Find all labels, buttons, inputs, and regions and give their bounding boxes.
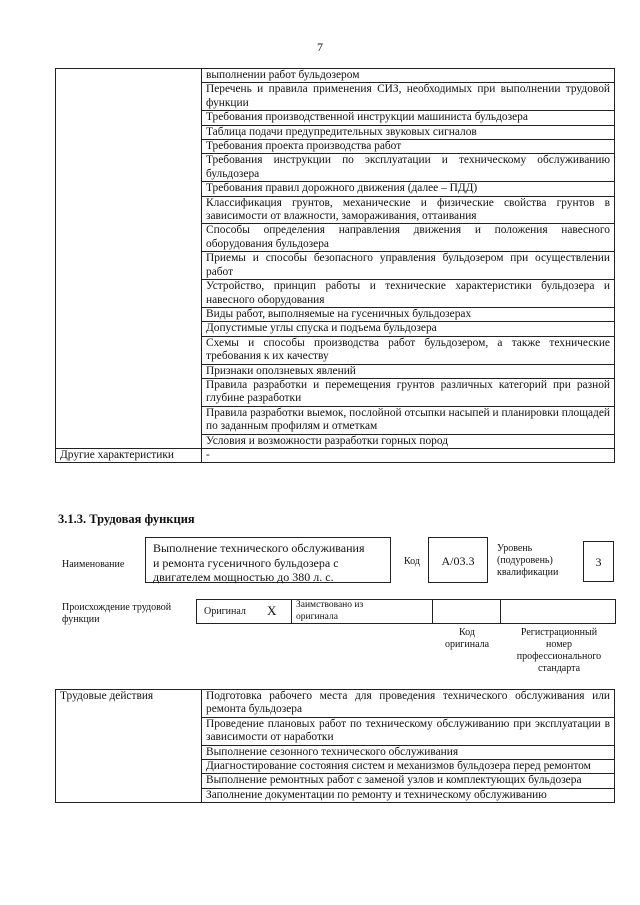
reg-number-label: [506, 627, 612, 675]
reg-number-line: профессионального: [516, 651, 602, 662]
other-characteristics-value: -: [202, 448, 615, 462]
labor-action-item: Диагностирование состояния систем и механизмов бульдозера перед ремонтом: [202, 760, 615, 774]
borrowed-label: [296, 600, 363, 623]
other-characteristics-label: Другие характеристики: [56, 448, 202, 462]
origin-label: [62, 602, 171, 626]
function-name-line: Выполнение технического обслуживания: [153, 541, 365, 555]
knowledge-item: Требования производственной инструкции машиниста бульдозера: [202, 111, 615, 125]
function-name-line: и ремонта гусеничного бульдозера с: [153, 555, 339, 570]
knowledge-item: Виды работ, выполняемые на гусеничных бульдозерах: [202, 307, 615, 321]
origin-label-line: Происхождение трудовой: [62, 602, 172, 613]
labor-action-item: Подготовка рабочего места для проведения технического обслуживания или ремонта бульдозера: [202, 690, 615, 718]
origin-row: [196, 599, 616, 624]
code-original-line: оригинала: [444, 639, 490, 650]
labor-action-row: [56, 690, 615, 718]
level-label-line: квалификации: [497, 567, 559, 578]
labor-actions-label: Трудовые действия: [56, 690, 202, 803]
borrowed-cell: [291, 599, 433, 624]
knowledge-table: [55, 68, 615, 463]
code-label: Код: [404, 556, 420, 567]
knowledge-left-cell: [56, 69, 202, 449]
reg-number-line: стандарта: [537, 663, 581, 674]
knowledge-item: Правила разработки и перемещения грунтов различных категорий при разной глубине разработки: [202, 378, 615, 406]
knowledge-item: Способы определения направления движения и положения навесного оборудования бульдозера: [202, 224, 615, 252]
knowledge-item: Устройство, принцип работы и технические характеристики бульдозера и навесного оборудования: [202, 280, 615, 308]
function-name-box: [145, 537, 391, 583]
page-number: 7: [317, 40, 323, 54]
knowledge-item: Схемы и способы производства работ бульдозером, а также технические требования к их качеству: [202, 336, 615, 364]
function-name-line: двигателем мощностью до 380 л. с.: [153, 570, 334, 584]
reg-number-cell: [500, 599, 616, 624]
knowledge-item: Условия и возможности разработки горных пород: [202, 434, 615, 448]
labor-action-item: Выполнение сезонного технического обслуживания: [202, 745, 615, 759]
knowledge-row: [56, 69, 615, 83]
knowledge-item: Приемы и способы безопасного управления бульдозером при осуществлении работ: [202, 252, 615, 280]
code-original-line: Код: [459, 627, 475, 638]
knowledge-item: Перечень и правила применения СИЗ, необходимых при выполнении трудовой функции: [202, 83, 615, 111]
knowledge-item: Правила разработки выемок, послойной отсыпки насыпей и планировки площадей по заданным профилям и отметкам: [202, 406, 615, 434]
labor-action-item: Заполнение документации по ремонту и техническому обслуживанию: [202, 788, 615, 802]
knowledge-item: Допустимые углы спуска и подъема бульдозера: [202, 322, 615, 336]
labor-actions-table: [55, 689, 615, 803]
borrowed-label-line: оригинала: [296, 611, 338, 622]
knowledge-item: Таблица подачи предупредительных звуковых сигналов: [202, 125, 615, 139]
other-characteristics-row: [56, 448, 615, 462]
qualification-level: 3: [583, 541, 614, 582]
level-label: [497, 543, 558, 579]
level-label-line: Уровень: [497, 543, 533, 554]
labor-action-item: Проведение плановых работ по техническому обслуживанию при эксплуатации в зависимости от наработки: [202, 717, 615, 745]
origin-label-line: функции: [62, 614, 100, 625]
code-original-cell: [432, 599, 501, 624]
knowledge-item: Требования правил дорожного движения (далее – ПДД): [202, 182, 615, 196]
labor-action-item: Выполнение ремонтных работ с заменой узлов и комплектующих бульдозера: [202, 774, 615, 788]
knowledge-item: Требования инструкции по эксплуатации и техническому обслуживанию бульдозера: [202, 154, 615, 182]
knowledge-item: Признаки оползневых явлений: [202, 364, 615, 378]
function-code: A/03.3: [428, 537, 488, 583]
original-mark: X: [267, 603, 277, 618]
reg-number-line: номер: [546, 639, 572, 650]
borrowed-label-line: Заимствовано из: [296, 600, 364, 610]
reg-number-line: Регистрационный: [520, 627, 598, 638]
level-label-line: (подуровень): [497, 555, 553, 566]
section-title: 3.1.3. Трудовая функция: [58, 512, 195, 526]
code-original-label: [436, 627, 498, 651]
original-label: Оригинал: [204, 606, 246, 617]
original-cell: [196, 599, 292, 624]
knowledge-item: Классификация грунтов, механические и физические свойства грунтов в зависимости от влажности, замораживания, оттаивания: [202, 196, 615, 224]
knowledge-item: Требования проекта производства работ: [202, 140, 615, 154]
knowledge-item: выполнении работ бульдозером: [202, 69, 615, 83]
name-label: Наименование: [62, 559, 125, 570]
